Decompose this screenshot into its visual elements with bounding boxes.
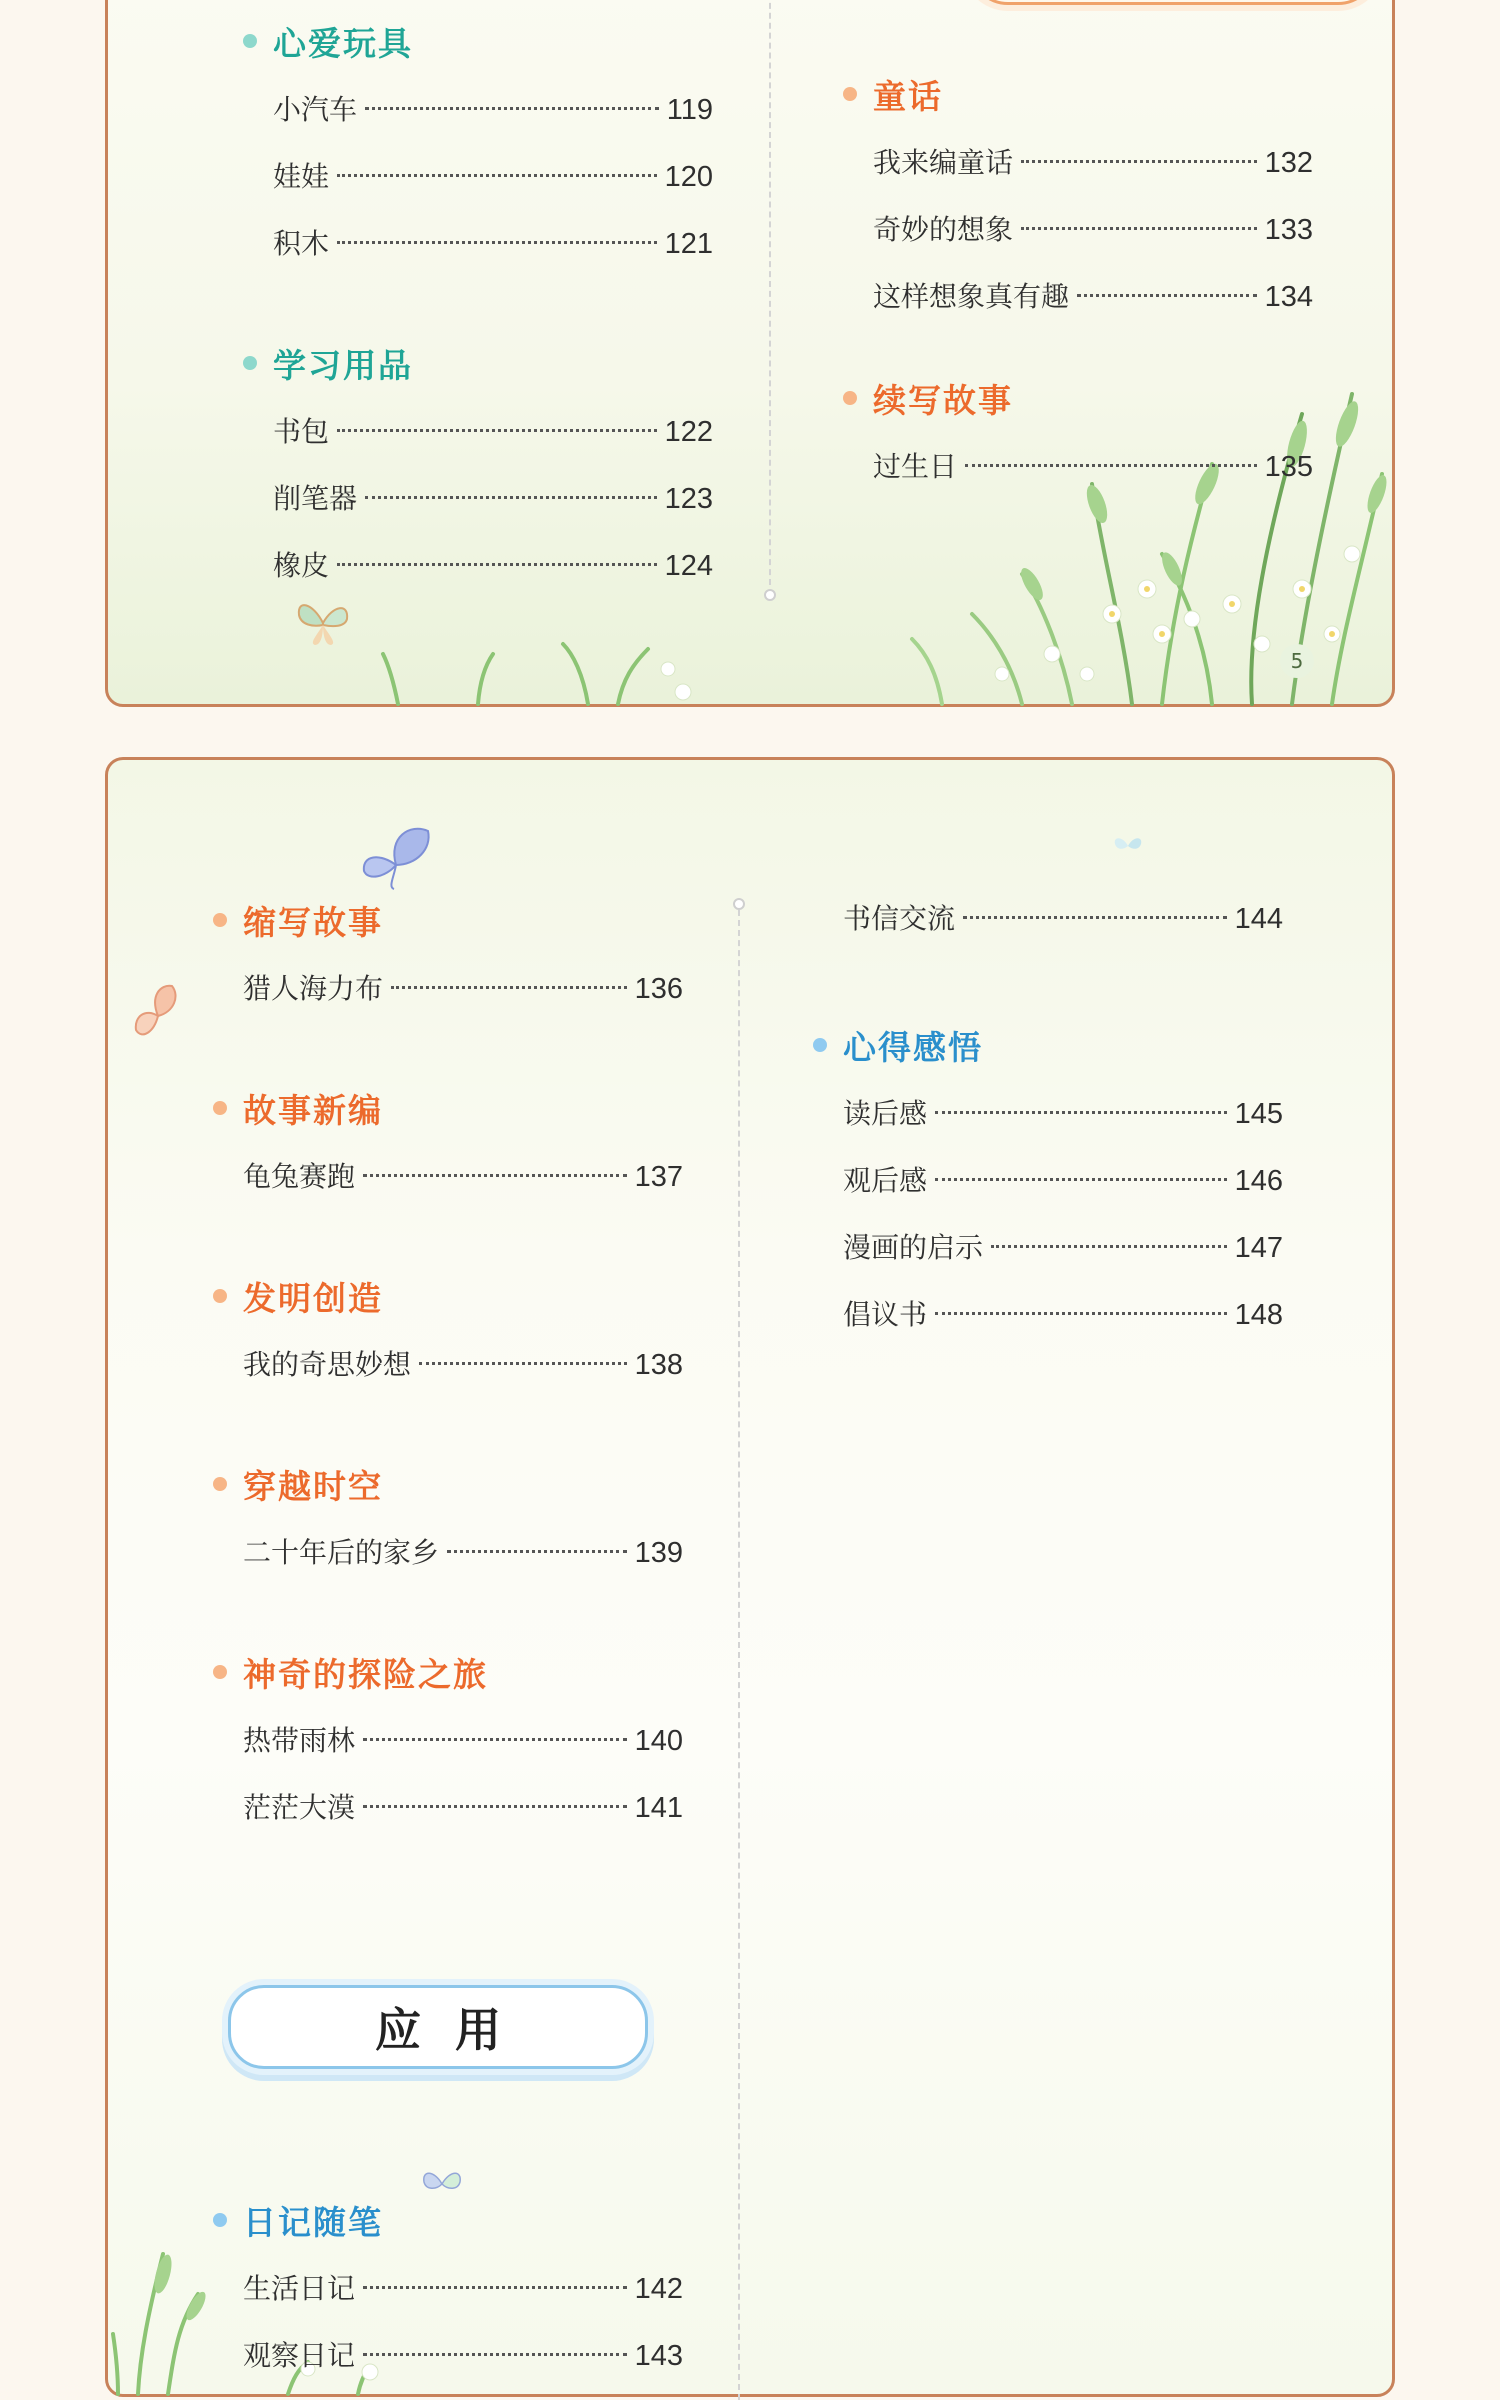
entry-title: 书包 bbox=[273, 415, 330, 448]
toc-entry[interactable] bbox=[213, 1707, 683, 1774]
toc-entry[interactable] bbox=[843, 433, 1313, 500]
entry-title: 茫茫大漠 bbox=[243, 1791, 356, 1824]
toc-entry[interactable] bbox=[843, 129, 1313, 196]
section-title[interactable] bbox=[843, 71, 1313, 117]
section-title[interactable] bbox=[213, 1649, 683, 1695]
bullet-dot-icon bbox=[213, 1477, 227, 1491]
toc-section bbox=[843, 71, 1313, 330]
section-title[interactable] bbox=[213, 897, 683, 943]
section-title[interactable] bbox=[213, 1085, 683, 1131]
section-banner-apply bbox=[228, 1985, 648, 2069]
toc-section bbox=[213, 897, 683, 1022]
toc-entry[interactable] bbox=[213, 1774, 683, 1841]
toc-section bbox=[213, 1649, 683, 1841]
toc-entry[interactable] bbox=[243, 398, 713, 465]
butterfly-icon bbox=[1111, 832, 1145, 858]
section-title-text: 缩写故事 bbox=[243, 902, 383, 942]
toc-section bbox=[243, 18, 713, 277]
section-title-text: 故事新编 bbox=[243, 1090, 383, 1130]
entry-title: 猎人海力布 bbox=[243, 972, 384, 1005]
section-title-text: 神奇的探险之旅 bbox=[243, 1654, 488, 1694]
entry-title: 我来编童话 bbox=[873, 146, 1014, 179]
section-title-text: 心爱玩具 bbox=[273, 23, 413, 63]
toc-entry[interactable] bbox=[243, 465, 713, 532]
divider-start-dot bbox=[733, 898, 745, 910]
toc-section bbox=[213, 1461, 683, 1586]
bullet-dot-icon bbox=[213, 2213, 227, 2227]
dot-leader bbox=[365, 496, 657, 499]
dot-leader bbox=[935, 1178, 1227, 1181]
toc-page-bottom bbox=[105, 757, 1395, 2397]
toc-section bbox=[213, 1273, 683, 1398]
entry-page-number: 140 bbox=[634, 1725, 683, 1757]
toc-entry[interactable] bbox=[213, 1331, 683, 1398]
section-title[interactable] bbox=[213, 1461, 683, 1507]
entry-title: 过生日 bbox=[873, 450, 958, 483]
entry-title: 橡皮 bbox=[273, 549, 330, 582]
section-title[interactable] bbox=[243, 340, 713, 386]
entry-title: 我的奇思妙想 bbox=[243, 1348, 412, 1381]
dot-leader bbox=[363, 1805, 627, 1808]
entry-page-number: 139 bbox=[634, 1537, 683, 1569]
entry-title: 龟兔赛跑 bbox=[243, 1160, 356, 1193]
entry-page-number: 141 bbox=[634, 1792, 683, 1824]
toc-entry[interactable] bbox=[813, 1080, 1283, 1147]
section-title[interactable] bbox=[243, 18, 713, 64]
entry-title: 观后感 bbox=[843, 1164, 928, 1197]
entry-page-number: 124 bbox=[664, 550, 713, 582]
entry-page-number: 143 bbox=[634, 2340, 683, 2372]
entry-page-number: 132 bbox=[1264, 147, 1313, 179]
entry-title: 书信交流 bbox=[843, 902, 956, 935]
toc-page-top bbox=[105, 0, 1395, 707]
dot-leader bbox=[447, 1550, 627, 1553]
toc-entry[interactable] bbox=[813, 1214, 1283, 1281]
toc-entry[interactable] bbox=[213, 1519, 683, 1586]
dot-leader bbox=[419, 1362, 627, 1365]
section-banner-partial bbox=[968, 0, 1378, 5]
section-title[interactable] bbox=[843, 375, 1313, 421]
entry-title: 小汽车 bbox=[273, 93, 358, 126]
toc-section bbox=[213, 1085, 683, 1210]
toc-entry[interactable] bbox=[243, 210, 713, 277]
dot-leader bbox=[363, 2286, 627, 2289]
dot-leader bbox=[991, 1245, 1227, 1248]
toc-section bbox=[843, 375, 1313, 500]
section-title[interactable] bbox=[213, 2197, 683, 2243]
dot-leader bbox=[1021, 227, 1257, 230]
entry-title: 热带雨林 bbox=[243, 1724, 356, 1757]
entry-page-number: 133 bbox=[1264, 214, 1313, 246]
entry-page-number: 122 bbox=[664, 416, 713, 448]
entry-page-number: 138 bbox=[634, 1349, 683, 1381]
section-title-text: 续写故事 bbox=[873, 380, 1013, 420]
section-title[interactable] bbox=[213, 1273, 683, 1319]
dot-leader bbox=[1077, 294, 1257, 297]
entry-title: 积木 bbox=[273, 227, 330, 260]
toc-section bbox=[813, 885, 1283, 952]
dot-leader bbox=[1021, 160, 1257, 163]
bullet-dot-icon bbox=[243, 34, 257, 48]
entry-page-number: 121 bbox=[664, 228, 713, 260]
entry-page-number: 136 bbox=[634, 973, 683, 1005]
banner-label: 应用 bbox=[375, 2003, 535, 2057]
entry-page-number: 135 bbox=[1264, 451, 1313, 483]
dot-leader bbox=[935, 1111, 1227, 1114]
bullet-dot-icon bbox=[213, 1101, 227, 1115]
dot-leader bbox=[337, 174, 657, 177]
toc-entry[interactable] bbox=[213, 955, 683, 1022]
bullet-dot-icon bbox=[843, 87, 857, 101]
butterfly-icon bbox=[293, 595, 353, 651]
entry-page-number: 137 bbox=[634, 1161, 683, 1193]
entry-page-number: 119 bbox=[666, 94, 713, 126]
dot-leader bbox=[337, 563, 657, 566]
entry-title: 削笔器 bbox=[273, 482, 358, 515]
entry-page-number: 142 bbox=[634, 2273, 683, 2305]
entry-title: 生活日记 bbox=[243, 2272, 356, 2305]
section-title-text: 学习用品 bbox=[273, 345, 413, 385]
entry-page-number: 146 bbox=[1234, 1165, 1283, 1197]
entry-page-number: 147 bbox=[1234, 1232, 1283, 1264]
dot-leader bbox=[363, 1174, 627, 1177]
entry-title: 奇妙的想象 bbox=[873, 213, 1014, 246]
entry-title: 倡议书 bbox=[843, 1298, 928, 1331]
bullet-dot-icon bbox=[213, 1289, 227, 1303]
entry-page-number: 134 bbox=[1264, 281, 1313, 313]
bullet-dot-icon bbox=[243, 356, 257, 370]
bullet-dot-icon bbox=[843, 391, 857, 405]
toc-entry[interactable] bbox=[813, 885, 1283, 952]
section-title-text: 童话 bbox=[873, 76, 943, 116]
entry-page-number: 123 bbox=[664, 483, 713, 515]
section-title-text: 发明创造 bbox=[243, 1278, 383, 1318]
page-number: 5 bbox=[1280, 644, 1314, 678]
entry-title: 读后感 bbox=[843, 1097, 928, 1130]
bullet-dot-icon bbox=[813, 1038, 827, 1052]
section-title-text: 穿越时空 bbox=[243, 1466, 383, 1506]
entry-title: 这样想象真有趣 bbox=[873, 280, 1070, 313]
dot-leader bbox=[965, 464, 1257, 467]
butterfly-icon bbox=[358, 825, 434, 891]
section-title-text: 日记随笔 bbox=[243, 2202, 383, 2242]
bullet-dot-icon bbox=[213, 913, 227, 927]
entry-page-number: 145 bbox=[1234, 1098, 1283, 1130]
dot-leader bbox=[963, 916, 1227, 919]
toc-entry[interactable] bbox=[813, 1281, 1283, 1348]
entry-title: 二十年后的家乡 bbox=[243, 1536, 440, 1569]
entry-page-number: 144 bbox=[1234, 903, 1283, 935]
dot-leader bbox=[391, 986, 627, 989]
dot-leader bbox=[337, 241, 657, 244]
section-title-text: 心得感悟 bbox=[843, 1027, 983, 1067]
dot-leader bbox=[363, 2353, 627, 2356]
entry-page-number: 120 bbox=[664, 161, 713, 193]
toc-section bbox=[243, 340, 713, 599]
toc-entry[interactable] bbox=[213, 2255, 683, 2322]
toc-entry[interactable] bbox=[213, 2322, 683, 2389]
dot-leader bbox=[935, 1312, 1227, 1315]
bullet-dot-icon bbox=[213, 1665, 227, 1679]
toc-entry[interactable] bbox=[813, 1147, 1283, 1214]
section-title[interactable] bbox=[813, 1022, 1283, 1068]
entry-page-number: 148 bbox=[1234, 1299, 1283, 1331]
toc-section bbox=[213, 2197, 683, 2389]
dot-leader bbox=[363, 1738, 627, 1741]
toc-entry[interactable] bbox=[213, 1143, 683, 1210]
dot-leader bbox=[365, 107, 659, 110]
butterfly-icon bbox=[130, 982, 182, 1048]
column-divider bbox=[738, 910, 740, 2400]
toc-section bbox=[813, 1022, 1283, 1348]
toc-entry[interactable] bbox=[243, 532, 713, 599]
entry-title: 观察日记 bbox=[243, 2339, 356, 2372]
dot-leader bbox=[337, 429, 657, 432]
entry-title: 漫画的启示 bbox=[843, 1231, 984, 1264]
toc-entry[interactable] bbox=[243, 143, 713, 210]
toc-entry[interactable] bbox=[843, 196, 1313, 263]
toc-entry[interactable] bbox=[243, 76, 713, 143]
entry-title: 娃娃 bbox=[273, 160, 330, 193]
toc-entry[interactable] bbox=[843, 263, 1313, 330]
